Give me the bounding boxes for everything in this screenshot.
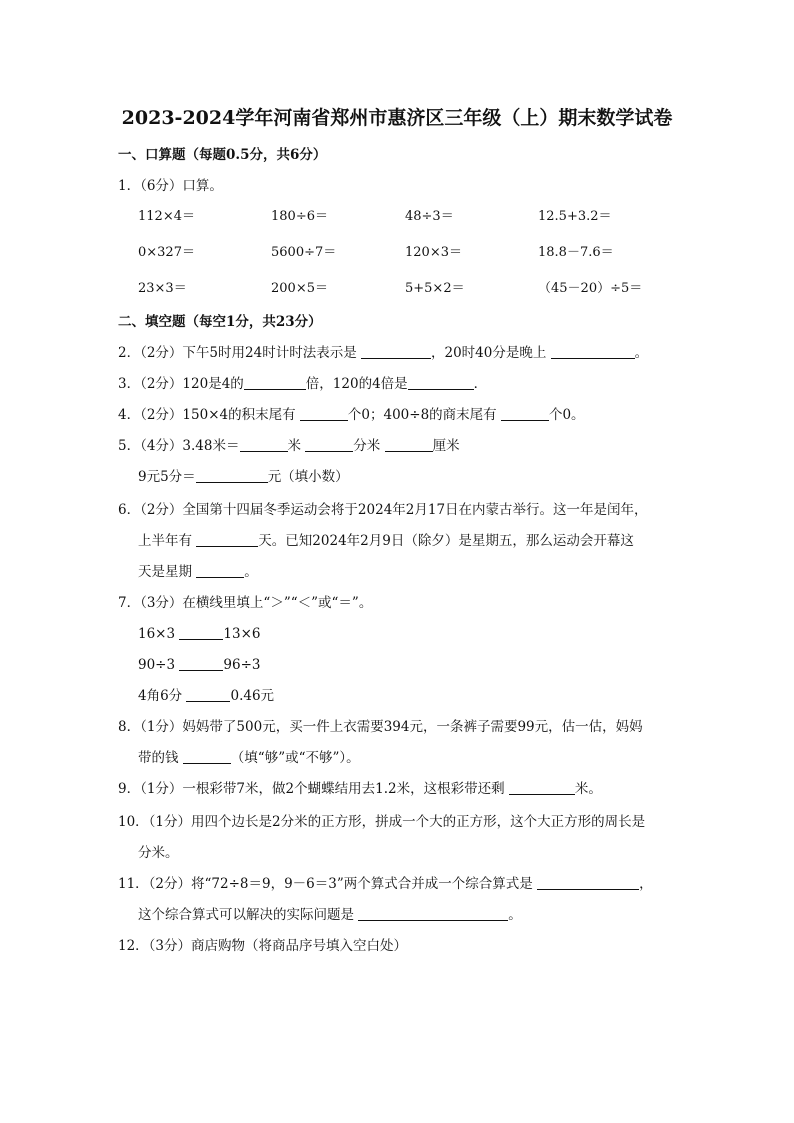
answer-blank[interactable] [305,437,353,452]
q7-r2-right: 96÷3 [223,657,261,673]
answer-blank[interactable] [361,344,431,359]
q3-text-b: 倍，120的4倍是 [305,376,408,392]
question-6-line-3 [138,563,258,581]
q6-text-l3b: 。 [244,564,258,580]
page-title: 2023-2024学年河南省郑州市惠济区三年级（上）期末数学试卷 [121,107,673,129]
q8-text-l2a: 带的钱 [138,750,179,766]
q11-text-l1a: 11．（2分）将“72÷8＝9，9－6＝3”两个算式合并成一个综合算式是 [118,876,533,892]
question-5 [118,437,460,455]
q7-r3-left: 4角6分 [138,688,183,704]
answer-blank[interactable] [385,437,433,452]
section-heading-2: 二、填空题（每空1分，共23分） [118,314,322,330]
q7-r3-right: 0.46元 [230,688,275,704]
q7-r2-left: 90÷3 [138,657,176,673]
q2-text-c: 。 [634,345,649,361]
answer-blank[interactable] [537,875,639,890]
answer-blank[interactable] [501,406,549,421]
q11-text-l2a: 这个综合算式可以解决的实际问题是 [138,907,354,923]
answer-blank[interactable] [179,625,223,640]
answer-blank[interactable] [408,375,474,390]
q5b-text-b: 元（填小数） [267,469,349,485]
q6-text-l2a: 上半年有 [138,533,192,549]
question-11-line-2 [138,906,522,924]
question-2 [118,344,648,362]
answer-blank[interactable] [509,780,575,795]
question-4 [118,406,585,424]
answer-blank[interactable] [179,656,223,671]
q3-text-a: 3．（2分）120是4的 [118,376,244,392]
q6-text-l3a: 天是星期 [138,564,192,580]
question-7-prompt: 7．（3分）在横线里填上“＞”“＜”或“＝”。 [118,595,373,611]
section-heading-1: 一、口算题（每题0.5分，共6分） [118,147,327,163]
calc-item: 120×3＝ [405,245,462,260]
q7-r1-right: 13×6 [223,626,261,642]
question-8-line-2 [138,749,360,767]
calc-item: 18.8－7.6＝ [538,245,614,260]
answer-blank[interactable] [244,375,306,390]
answer-blank[interactable] [196,468,268,483]
q4-text-b: 个0；400÷8的商末尾有 [347,407,497,423]
calc-item: 5+5×2＝ [405,281,465,296]
q6-text-l2b: 天。已知2024年2月9日（除夕）是星期五，那么运动会开幕这 [258,533,634,549]
answer-blank[interactable] [196,532,258,547]
calc-item: 23×3＝ [138,281,187,296]
q7-r1-left: 16×3 [138,626,176,642]
answer-blank[interactable] [196,563,244,578]
calc-item: （45－20）÷5＝ [538,281,643,296]
answer-blank[interactable] [186,687,230,702]
q3-text-c: ． [473,376,488,392]
question-8-line-1: 8．（1分）妈妈带了500元，买一件上衣需要394元，一条裤子需要99元，估一估，妈妈 [118,719,643,735]
calc-item: 200×5＝ [271,281,328,296]
q5b-text-a: 9元5分＝ [138,469,196,485]
q11-text-l2b: 。 [508,907,522,923]
question-3 [118,375,487,393]
question-1-prompt: 1．（6分）口算。 [118,178,223,194]
question-9 [118,780,602,798]
question-12-prompt: 12．（3分）商店购物（将商品序号填入空白处） [118,938,408,954]
answer-blank[interactable] [300,406,348,421]
calc-item: 112×4＝ [138,209,195,224]
answer-blank[interactable] [358,906,508,921]
answer-blank[interactable] [240,437,288,452]
q2-text-a: 2．（2分）下午5时用24时计时法表示是 [118,345,357,361]
calc-item: 12.5+3.2＝ [538,209,612,224]
q9-text-a: 9．（1分）一根彩带7米，做2个蝴蝶结用去1.2米，这根彩带还剩 [118,781,505,797]
question-5-part-b [138,468,349,486]
answer-blank[interactable] [551,344,635,359]
calc-item: 5600÷7＝ [271,245,337,260]
calc-item: 0×327＝ [138,245,195,260]
q5-text-d: 厘米 [432,438,460,454]
q8-text-l2b: （填“够”或“不够”）。 [230,750,360,766]
calc-item: 48÷3＝ [405,209,454,224]
q5-text-c: 分米 [353,438,381,454]
q2-text-b: ，20时40分是晚上 [431,345,547,361]
question-10-line-2: 分米。 [138,845,179,861]
q5-text-b: 米 [287,438,301,454]
q11-text-l1b: ， [639,876,653,892]
calc-item: 180÷6＝ [271,209,328,224]
question-10-line-1: 10．（1分）用四个边长是2分米的正方形，拼成一个大的正方形，这个大正方形的周长是 [118,814,646,830]
answer-blank[interactable] [183,749,231,764]
question-11-line-1 [118,875,653,893]
q4-text-a: 4．（2分）150×4的积末尾有 [118,407,296,423]
q4-text-c: 个0。 [548,407,585,423]
question-7-row-2 [138,656,260,674]
question-6-line-1: 6．（2分）全国第十四届冬季运动会将于2024年2月17日在内蒙古举行。这一年是闰年， [118,502,648,518]
question-6-line-2 [138,532,634,550]
question-7-row-3 [138,687,274,705]
q9-text-b: 米。 [574,781,602,797]
q5-text-a: 5．（4分）3.48米＝ [118,438,240,454]
question-7-row-1 [138,625,260,643]
